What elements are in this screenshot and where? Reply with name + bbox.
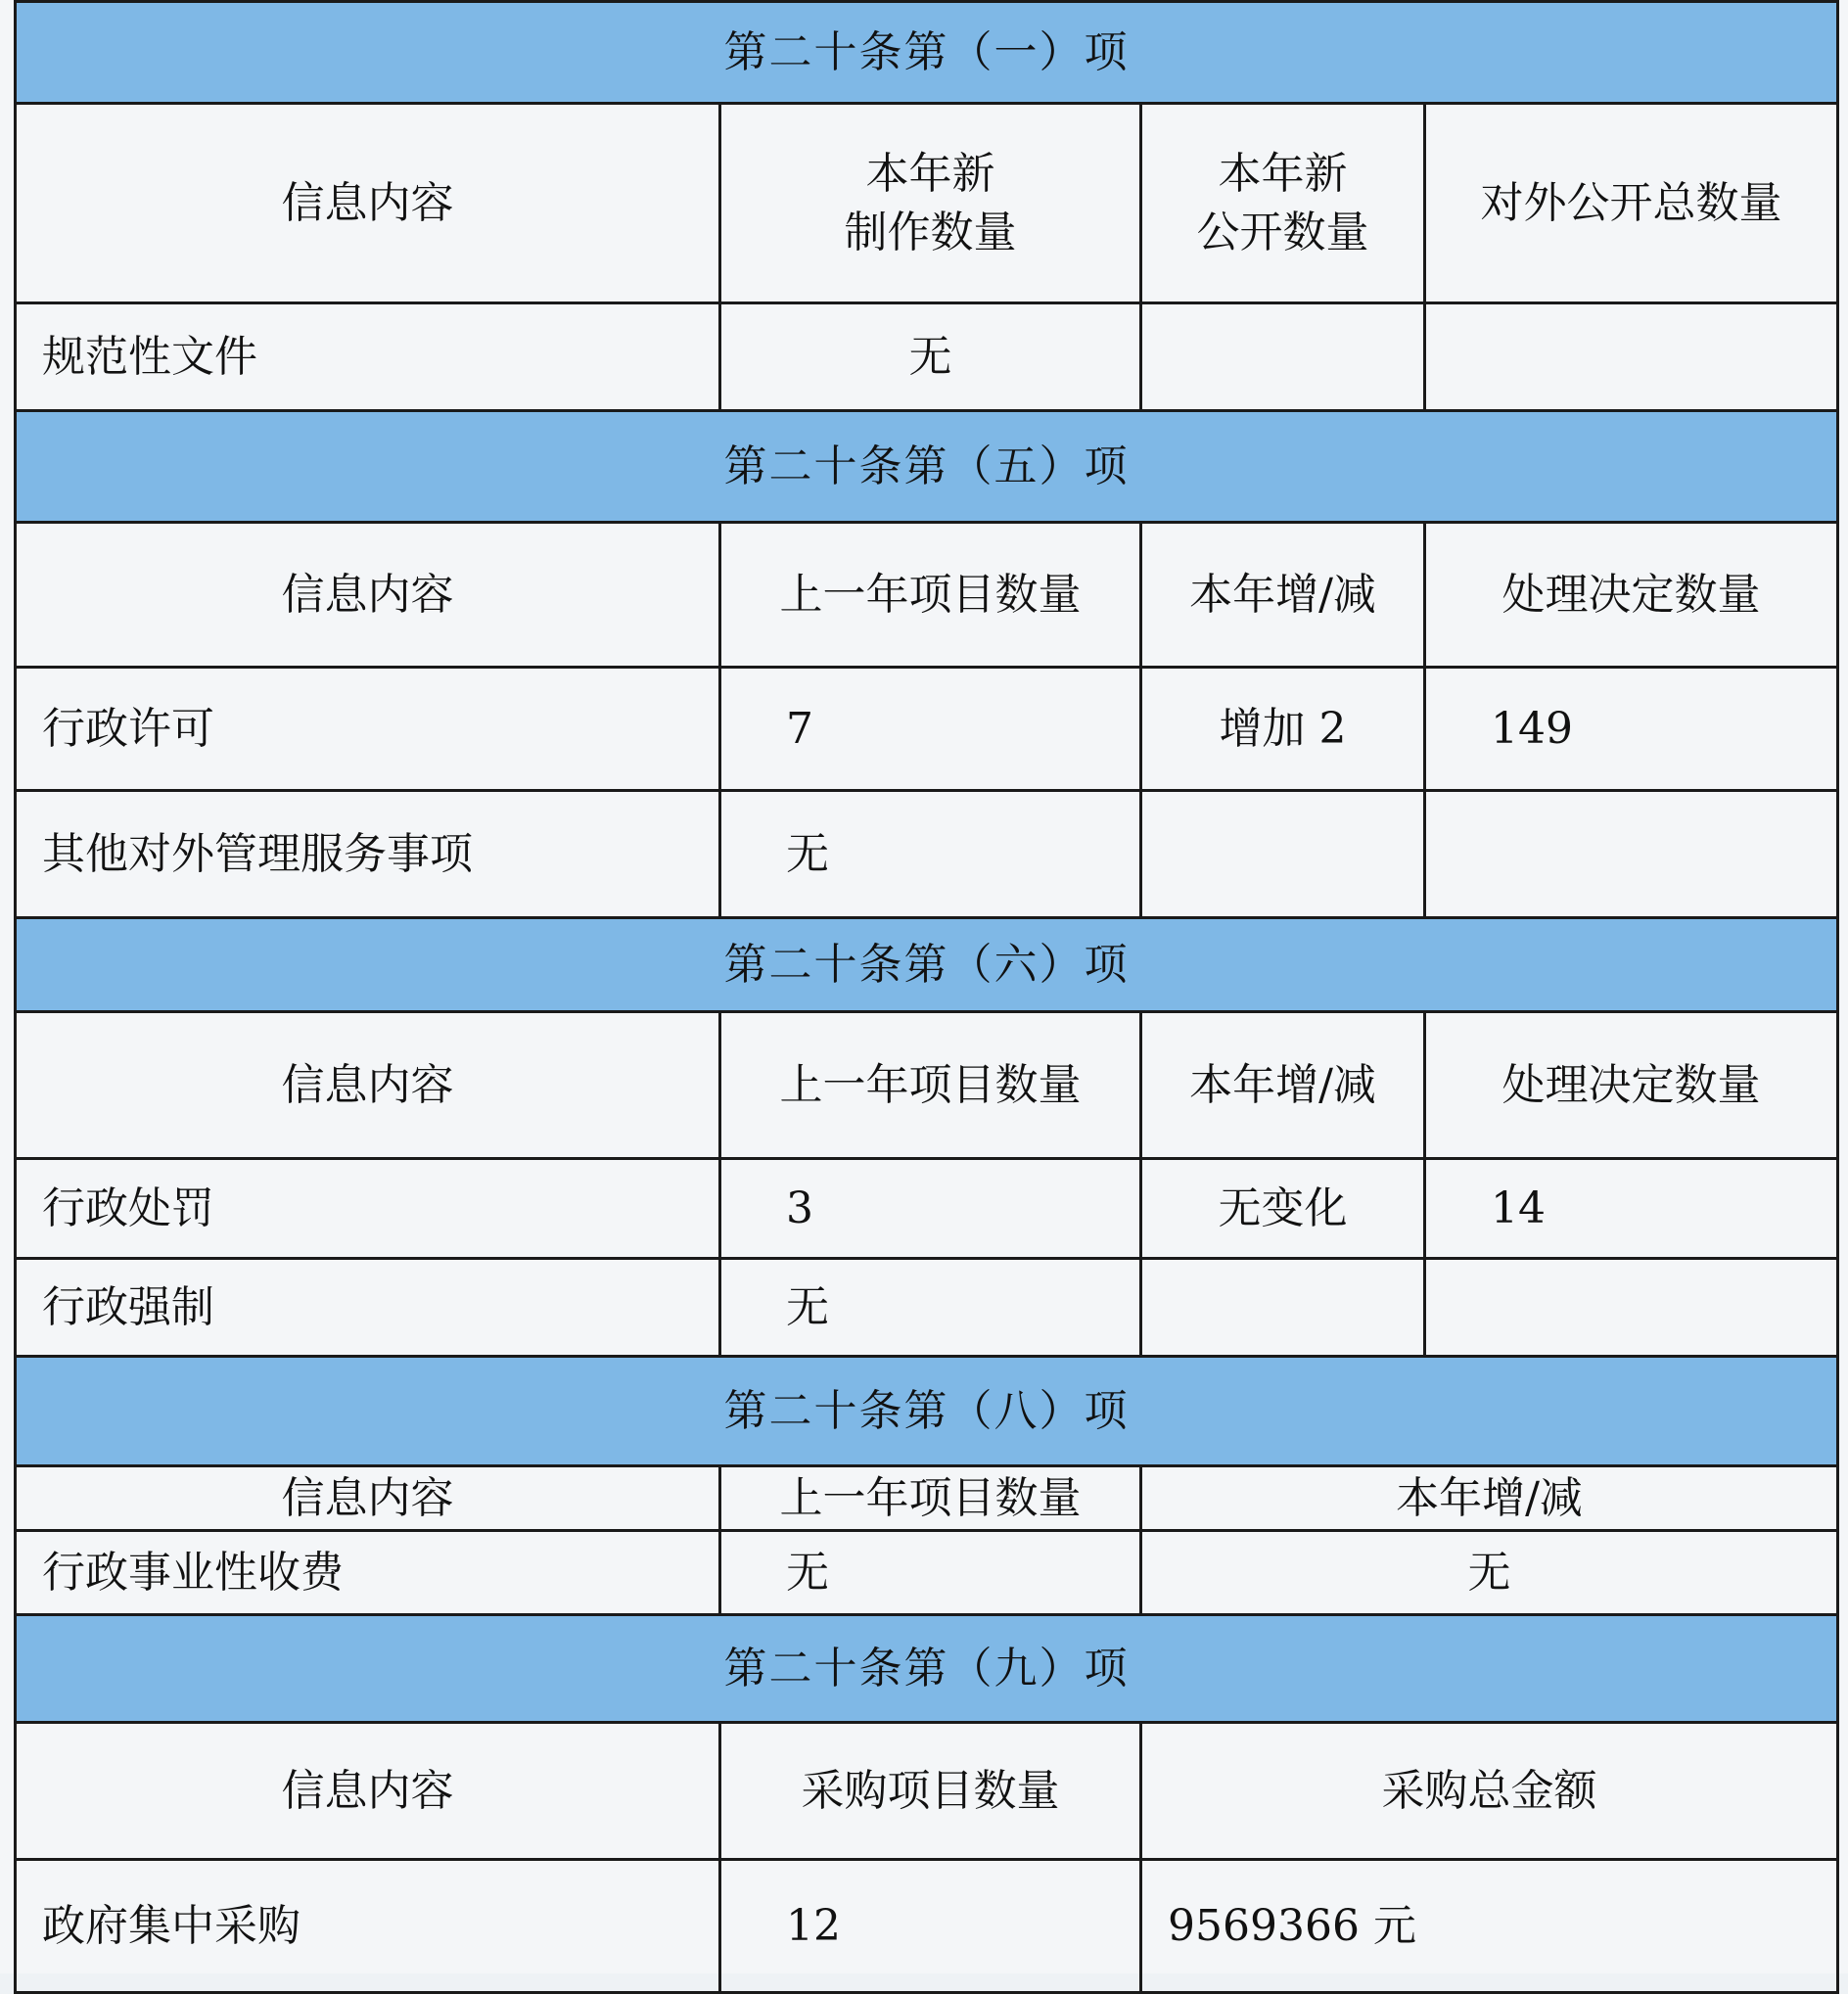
table-header-row [16,1723,1838,1860]
cell-value: 无 [1141,1531,1838,1615]
cell-value: 无变化 [1141,1159,1425,1259]
section-header-1 [16,2,1838,104]
section-header-9 [16,1615,1838,1723]
column-header: 本年增/减 [1141,523,1425,668]
header-line: 本年新 [865,149,995,200]
cell-value [1141,791,1425,918]
column-header [1141,104,1425,303]
column-header [720,104,1141,303]
column-header: 对外公开总数量 [1425,104,1838,303]
column-header: 信息内容 [16,1723,720,1860]
cell-value [1425,1259,1838,1357]
cell-value: 3 [720,1159,1141,1259]
section-header-8 [16,1357,1838,1466]
column-header: 处理决定数量 [1425,1012,1838,1159]
section-header-5 [16,411,1838,523]
column-header: 信息内容 [16,523,720,668]
table-header-row [16,1012,1838,1159]
table-row [16,303,1838,411]
table-row [16,1259,1838,1357]
table-row [16,1860,1838,1993]
header-line: 公开数量 [1196,207,1369,257]
table-row [16,1531,1838,1615]
row-label: 行政强制 [16,1259,720,1357]
cell-value: 增加 2 [1141,668,1425,791]
column-header: 上一年项目数量 [720,523,1141,668]
section-title: 第二十条第（六）项 [16,918,1838,1012]
table-row [16,668,1838,791]
cell-value: 7 [720,668,1141,791]
header-line: 制作数量 [844,207,1017,257]
column-header: 处理决定数量 [1425,523,1838,668]
cell-value: 无 [720,303,1141,411]
column-header: 本年增/减 [1141,1466,1838,1531]
row-label: 规范性文件 [16,303,720,411]
section-header-6 [16,918,1838,1012]
row-label: 行政许可 [16,668,720,791]
section-title: 第二十条第（五）项 [16,411,1838,523]
cell-value: 9569366 元 [1141,1860,1838,1993]
cell-value: 149 [1425,668,1838,791]
cell-value [1425,303,1838,411]
row-label: 行政事业性收费 [16,1531,720,1615]
cell-value [1141,303,1425,411]
table-row [16,1159,1838,1259]
column-header: 采购总金额 [1141,1723,1838,1860]
column-header: 上一年项目数量 [720,1466,1141,1531]
column-header: 上一年项目数量 [720,1012,1141,1159]
table-header-row [16,523,1838,668]
table-header-row [16,1466,1838,1531]
cell-value: 无 [720,1259,1141,1357]
disclosure-table [14,0,1839,1994]
column-header: 信息内容 [16,104,720,303]
column-header: 信息内容 [16,1012,720,1159]
section-title: 第二十条第（八）项 [16,1357,1838,1466]
section-title: 第二十条第（一）项 [16,2,1838,104]
cell-value: 无 [720,791,1141,918]
header-line: 本年新 [1218,149,1348,200]
row-label: 其他对外管理服务事项 [16,791,720,918]
row-label: 政府集中采购 [16,1860,720,1993]
table-row [16,791,1838,918]
column-header: 信息内容 [16,1466,720,1531]
column-header: 本年增/减 [1141,1012,1425,1159]
cell-value: 无 [720,1531,1141,1615]
column-header: 采购项目数量 [720,1723,1141,1860]
cell-value [1141,1259,1425,1357]
cell-value: 14 [1425,1159,1838,1259]
row-label: 行政处罚 [16,1159,720,1259]
cell-value: 12 [720,1860,1141,1993]
table-header-row [16,104,1838,303]
section-title: 第二十条第（九）项 [16,1615,1838,1723]
cell-value [1425,791,1838,918]
